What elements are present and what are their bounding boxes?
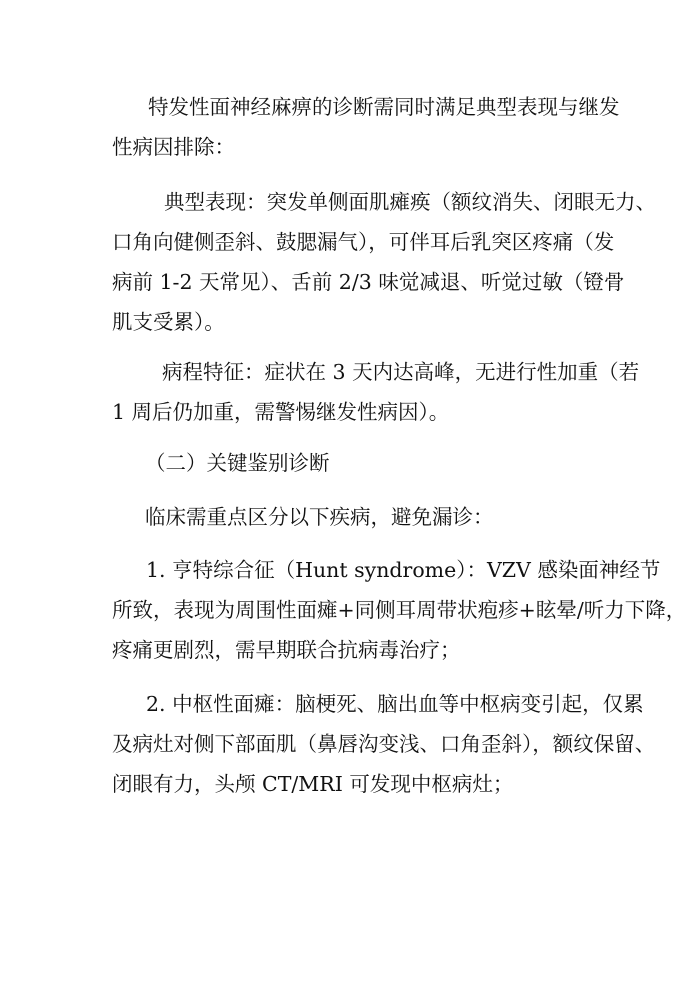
paragraph-differential-intro bbox=[145, 497, 494, 537]
text-line: 特发性面神经麻痹的诊断需同时满足典型表现与继发 bbox=[148, 95, 620, 119]
paragraph-typical-presentation bbox=[112, 182, 656, 342]
text-line: 肌支受累）。 bbox=[112, 310, 225, 334]
text-line: 病前 1-2 天常见）、舌前 2/3 味觉减退、听觉过敏（镫骨 bbox=[112, 270, 625, 294]
text-line: 闭眼有力，头颅 CT/MRI 可发现中枢病灶； bbox=[112, 772, 514, 796]
list-item-central-facial-palsy bbox=[112, 684, 655, 804]
text-line: （二）关键鉴别诊断 bbox=[145, 451, 330, 475]
section-heading-differential-diagnosis bbox=[145, 443, 330, 483]
text-line: 及病灶对侧下部面肌（鼻唇沟变浅、口角歪斜），额纹保留、 bbox=[112, 732, 656, 756]
text-line: 疼痛更剧烈，需早期联合抗病毒治疗； bbox=[112, 638, 461, 662]
text-line: 病程特征：症状在 3 天内达高峰，无进行性加重（若 bbox=[162, 360, 640, 384]
text-line: 所致，表现为周围性面瘫+同侧耳周带状疱疹+眩晕/听力下降， bbox=[112, 598, 687, 622]
text-line: 2. 中枢性面瘫：脑梗死、脑出血等中枢病变引起，仅累 bbox=[146, 692, 644, 716]
list-item-hunt-syndrome bbox=[112, 550, 686, 670]
text-line: 典型表现：突发单侧面肌瘫痪（额纹消失、闭眼无力、 bbox=[164, 190, 656, 214]
paragraph-diagnosis-intro bbox=[112, 87, 620, 167]
paragraph-disease-course bbox=[112, 352, 639, 432]
text-line: 1. 亨特综合征（Hunt syndrome）：VZV 感染面神经节 bbox=[146, 558, 661, 582]
text-line: 性病因排除： bbox=[112, 135, 235, 159]
text-line: 临床需重点区分以下疾病，避免漏诊： bbox=[145, 505, 494, 529]
text-line: 1 周后仍加重，需警惕继发性病因）。 bbox=[112, 400, 450, 424]
text-line: 口角向健侧歪斜、鼓腮漏气），可伴耳后乳突区疼痛（发 bbox=[112, 230, 615, 254]
